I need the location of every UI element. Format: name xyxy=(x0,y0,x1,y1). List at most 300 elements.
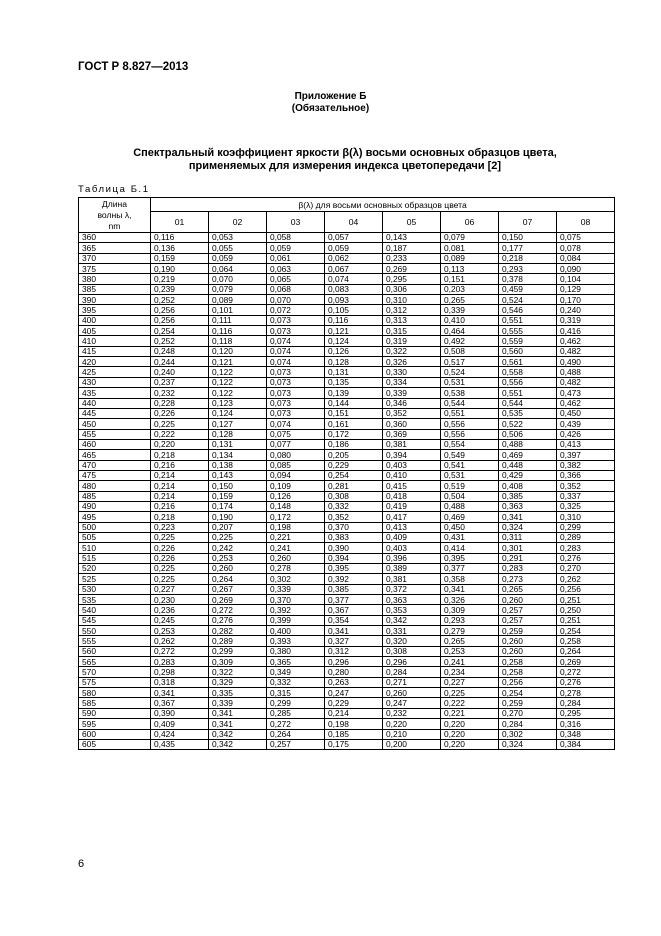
beta-value-cell: 0,244 xyxy=(151,357,209,367)
beta-value-cell: 0,239 xyxy=(151,284,209,294)
table-row xyxy=(79,336,615,346)
wavelength-header-line-3: nm xyxy=(108,220,121,231)
wavelength-cell: 425 xyxy=(79,367,151,377)
beta-value-cell: 0,353 xyxy=(383,605,441,615)
beta-value-cell: 0,159 xyxy=(151,253,209,263)
beta-value-cell: 0,392 xyxy=(267,605,325,615)
beta-value-cell: 0,150 xyxy=(499,233,557,243)
wavelength-cell: 420 xyxy=(79,357,151,367)
table-row xyxy=(79,584,615,594)
spectral-data-table xyxy=(78,197,615,750)
beta-value-cell: 0,544 xyxy=(499,398,557,408)
wavelength-cell: 465 xyxy=(79,450,151,460)
beta-value-cell: 0,198 xyxy=(267,522,325,532)
beta-value-cell: 0,122 xyxy=(209,367,267,377)
beta-value-cell: 0,554 xyxy=(441,439,499,449)
beta-value-cell: 0,129 xyxy=(557,284,615,294)
beta-value-cell: 0,414 xyxy=(441,543,499,553)
beta-value-cell: 0,390 xyxy=(325,543,383,553)
beta-value-cell: 0,222 xyxy=(151,429,209,439)
beta-value-cell: 0,256 xyxy=(151,305,209,315)
table-row xyxy=(79,408,615,418)
beta-value-cell: 0,078 xyxy=(557,243,615,253)
table-row xyxy=(79,532,615,542)
wavelength-cell: 455 xyxy=(79,429,151,439)
beta-value-cell: 0,257 xyxy=(499,615,557,625)
beta-value-cell: 0,296 xyxy=(383,657,441,667)
beta-value-cell: 0,252 xyxy=(151,336,209,346)
beta-value-cell: 0,253 xyxy=(441,646,499,656)
beta-value-cell: 0,299 xyxy=(267,698,325,708)
table-row xyxy=(79,574,615,584)
beta-value-cell: 0,245 xyxy=(151,615,209,625)
beta-value-cell: 0,134 xyxy=(209,450,267,460)
beta-value-cell: 0,382 xyxy=(557,460,615,470)
wavelength-cell: 470 xyxy=(79,460,151,470)
beta-value-cell: 0,126 xyxy=(325,346,383,356)
beta-value-cell: 0,222 xyxy=(441,698,499,708)
beta-value-cell: 0,504 xyxy=(441,491,499,501)
beta-value-cell: 0,073 xyxy=(267,315,325,325)
beta-value-cell: 0,258 xyxy=(499,657,557,667)
beta-value-cell: 0,220 xyxy=(441,729,499,739)
beta-value-cell: 0,309 xyxy=(441,605,499,615)
beta-value-cell: 0,226 xyxy=(151,408,209,418)
page-number: 6 xyxy=(78,858,85,870)
beta-value-cell: 0,370 xyxy=(325,522,383,532)
beta-value-cell: 0,198 xyxy=(325,719,383,729)
wavelength-header-line-1: Длина xyxy=(101,198,128,209)
beta-value-cell: 0,329 xyxy=(209,677,267,687)
table-row xyxy=(79,729,615,739)
beta-value-cell: 0,363 xyxy=(383,595,441,605)
table-row xyxy=(79,419,615,429)
table-row xyxy=(79,512,615,522)
beta-value-cell: 0,337 xyxy=(557,491,615,501)
beta-value-cell: 0,378 xyxy=(499,274,557,284)
beta-value-cell: 0,397 xyxy=(557,450,615,460)
beta-value-cell: 0,085 xyxy=(267,460,325,470)
beta-value-cell: 0,122 xyxy=(209,388,267,398)
beta-value-cell: 0,280 xyxy=(325,667,383,677)
beta-value-cell: 0,400 xyxy=(267,626,325,636)
table-row xyxy=(79,615,615,625)
table-row xyxy=(79,667,615,677)
beta-value-cell: 0,311 xyxy=(499,532,557,542)
beta-value-cell: 0,074 xyxy=(267,419,325,429)
beta-value-cell: 0,339 xyxy=(383,388,441,398)
beta-value-cell: 0,254 xyxy=(151,326,209,336)
beta-value-cell: 0,075 xyxy=(557,233,615,243)
beta-value-cell: 0,116 xyxy=(325,315,383,325)
beta-value-cell: 0,214 xyxy=(325,708,383,718)
table-row xyxy=(79,626,615,636)
wavelength-cell: 550 xyxy=(79,626,151,636)
wavelength-cell: 525 xyxy=(79,574,151,584)
beta-value-cell: 0,177 xyxy=(499,243,557,253)
beta-value-cell: 0,260 xyxy=(383,688,441,698)
beta-value-cell: 0,258 xyxy=(557,636,615,646)
wavelength-cell: 560 xyxy=(79,646,151,656)
beta-value-cell: 0,415 xyxy=(383,481,441,491)
beta-value-cell: 0,253 xyxy=(151,626,209,636)
sample-header-05: 05 xyxy=(383,212,441,233)
table-row xyxy=(79,295,615,305)
beta-value-cell: 0,469 xyxy=(441,512,499,522)
beta-value-cell: 0,126 xyxy=(267,491,325,501)
table-row xyxy=(79,739,615,749)
beta-value-cell: 0,367 xyxy=(151,698,209,708)
beta-value-cell: 0,322 xyxy=(209,667,267,677)
table-row xyxy=(79,346,615,356)
beta-value-cell: 0,283 xyxy=(557,543,615,553)
beta-value-cell: 0,214 xyxy=(151,470,209,480)
beta-value-cell: 0,260 xyxy=(209,564,267,574)
beta-value-cell: 0,216 xyxy=(151,501,209,511)
beta-value-cell: 0,306 xyxy=(383,284,441,294)
beta-value-cell: 0,381 xyxy=(383,439,441,449)
beta-value-cell: 0,325 xyxy=(557,501,615,511)
beta-value-cell: 0,120 xyxy=(209,346,267,356)
beta-value-cell: 0,234 xyxy=(441,667,499,677)
beta-value-cell: 0,426 xyxy=(557,429,615,439)
sample-header-07: 07 xyxy=(499,212,557,233)
beta-value-cell: 0,247 xyxy=(325,688,383,698)
beta-value-cell: 0,220 xyxy=(151,439,209,449)
wavelength-cell: 485 xyxy=(79,491,151,501)
beta-value-cell: 0,205 xyxy=(325,450,383,460)
beta-value-cell: 0,074 xyxy=(325,274,383,284)
beta-value-cell: 0,269 xyxy=(383,264,441,274)
beta-value-cell: 0,254 xyxy=(499,688,557,698)
beta-value-cell: 0,143 xyxy=(383,233,441,243)
beta-value-cell: 0,558 xyxy=(499,367,557,377)
beta-value-cell: 0,151 xyxy=(325,408,383,418)
beta-value-cell: 0,262 xyxy=(557,574,615,584)
beta-value-cell: 0,214 xyxy=(151,481,209,491)
beta-value-cell: 0,074 xyxy=(267,357,325,367)
beta-value-cell: 0,462 xyxy=(557,336,615,346)
beta-value-cell: 0,392 xyxy=(325,574,383,584)
wavelength-cell: 595 xyxy=(79,719,151,729)
beta-value-cell: 0,122 xyxy=(209,377,267,387)
beta-value-cell: 0,218 xyxy=(151,450,209,460)
beta-value-cell: 0,283 xyxy=(151,657,209,667)
beta-value-cell: 0,262 xyxy=(151,636,209,646)
beta-value-cell: 0,410 xyxy=(441,315,499,325)
beta-value-cell: 0,492 xyxy=(441,336,499,346)
beta-value-cell: 0,089 xyxy=(441,253,499,263)
table-row xyxy=(79,253,615,263)
wavelength-cell: 600 xyxy=(79,729,151,739)
beta-value-cell: 0,083 xyxy=(325,284,383,294)
beta-value-cell: 0,067 xyxy=(325,264,383,274)
wavelength-cell: 440 xyxy=(79,398,151,408)
beta-value-cell: 0,248 xyxy=(151,346,209,356)
table-row xyxy=(79,470,615,480)
wavelength-cell: 405 xyxy=(79,326,151,336)
beta-value-cell: 0,278 xyxy=(557,688,615,698)
beta-value-cell: 0,116 xyxy=(209,326,267,336)
table-row xyxy=(79,564,615,574)
beta-value-cell: 0,341 xyxy=(499,512,557,522)
beta-value-cell: 0,312 xyxy=(383,305,441,315)
beta-value-cell: 0,093 xyxy=(325,295,383,305)
beta-value-cell: 0,252 xyxy=(151,295,209,305)
beta-value-cell: 0,332 xyxy=(325,501,383,511)
annex-title: Приложение Б xyxy=(294,91,367,102)
beta-value-cell: 0,393 xyxy=(267,636,325,646)
table-row xyxy=(79,429,615,439)
beta-value-cell: 0,448 xyxy=(499,460,557,470)
sample-header-06: 06 xyxy=(441,212,499,233)
beta-value-cell: 0,207 xyxy=(209,522,267,532)
beta-value-cell: 0,259 xyxy=(499,626,557,636)
beta-value-cell: 0,264 xyxy=(209,574,267,584)
beta-value-cell: 0,225 xyxy=(151,574,209,584)
beta-value-cell: 0,272 xyxy=(267,719,325,729)
table-row xyxy=(79,274,615,284)
beta-value-cell: 0,226 xyxy=(151,553,209,563)
beta-value-cell: 0,324 xyxy=(499,522,557,532)
beta-value-cell: 0,482 xyxy=(557,377,615,387)
wavelength-cell: 545 xyxy=(79,615,151,625)
beta-value-cell: 0,073 xyxy=(267,398,325,408)
wavelength-cell: 450 xyxy=(79,419,151,429)
beta-value-cell: 0,241 xyxy=(267,543,325,553)
beta-value-cell: 0,538 xyxy=(441,388,499,398)
beta-value-cell: 0,309 xyxy=(209,657,267,667)
beta-value-cell: 0,383 xyxy=(325,532,383,542)
beta-value-cell: 0,219 xyxy=(151,274,209,284)
beta-value-cell: 0,524 xyxy=(441,367,499,377)
beta-value-cell: 0,424 xyxy=(151,729,209,739)
wavelength-cell: 510 xyxy=(79,543,151,553)
beta-value-cell: 0,233 xyxy=(383,253,441,263)
beta-value-cell: 0,105 xyxy=(325,305,383,315)
beta-value-cell: 0,073 xyxy=(267,388,325,398)
beta-value-cell: 0,079 xyxy=(441,233,499,243)
wavelength-cell: 605 xyxy=(79,739,151,749)
beta-value-cell: 0,335 xyxy=(209,688,267,698)
beta-value-cell: 0,535 xyxy=(499,408,557,418)
table-row xyxy=(79,553,615,563)
beta-value-cell: 0,302 xyxy=(499,729,557,739)
beta-value-cell: 0,318 xyxy=(151,677,209,687)
beta-value-cell: 0,228 xyxy=(151,398,209,408)
beta-value-cell: 0,541 xyxy=(441,460,499,470)
table-row xyxy=(79,646,615,656)
beta-value-cell: 0,291 xyxy=(499,553,557,563)
beta-value-cell: 0,190 xyxy=(151,264,209,274)
table-row xyxy=(79,357,615,367)
annex-status: (Обязательное) xyxy=(291,103,370,114)
beta-value-cell: 0,225 xyxy=(151,419,209,429)
table-row xyxy=(79,284,615,294)
beta-value-cell: 0,240 xyxy=(557,305,615,315)
beta-value-cell: 0,143 xyxy=(209,470,267,480)
beta-value-cell: 0,138 xyxy=(209,460,267,470)
table-row xyxy=(79,605,615,615)
wavelength-cell: 490 xyxy=(79,501,151,511)
beta-value-cell: 0,399 xyxy=(267,615,325,625)
beta-value-cell: 0,187 xyxy=(383,243,441,253)
beta-value-cell: 0,551 xyxy=(499,315,557,325)
beta-value-cell: 0,279 xyxy=(441,626,499,636)
beta-value-cell: 0,273 xyxy=(499,574,557,584)
beta-value-cell: 0,264 xyxy=(267,729,325,739)
beta-value-cell: 0,326 xyxy=(383,357,441,367)
beta-value-cell: 0,395 xyxy=(441,553,499,563)
table-row xyxy=(79,450,615,460)
sample-header-04: 04 xyxy=(325,212,383,233)
beta-value-cell: 0,256 xyxy=(499,677,557,687)
beta-value-cell: 0,360 xyxy=(383,419,441,429)
beta-value-cell: 0,283 xyxy=(499,564,557,574)
beta-value-cell: 0,464 xyxy=(441,326,499,336)
beta-value-cell: 0,135 xyxy=(325,377,383,387)
beta-value-cell: 0,377 xyxy=(325,595,383,605)
beta-value-cell: 0,322 xyxy=(383,346,441,356)
beta-value-cell: 0,216 xyxy=(151,460,209,470)
beta-value-cell: 0,139 xyxy=(325,388,383,398)
beta-value-cell: 0,384 xyxy=(557,739,615,749)
beta-value-cell: 0,075 xyxy=(267,429,325,439)
beta-value-cell: 0,227 xyxy=(441,677,499,687)
beta-value-cell: 0,295 xyxy=(557,708,615,718)
beta-value-cell: 0,059 xyxy=(209,253,267,263)
beta-value-cell: 0,055 xyxy=(209,243,267,253)
beta-value-cell: 0,319 xyxy=(383,336,441,346)
beta-value-cell: 0,232 xyxy=(383,708,441,718)
beta-group-header: β(λ) для восьми основных образцов цвета xyxy=(151,198,615,212)
beta-value-cell: 0,450 xyxy=(441,522,499,532)
wavelength-cell: 520 xyxy=(79,564,151,574)
beta-value-cell: 0,077 xyxy=(267,439,325,449)
table-row xyxy=(79,439,615,449)
beta-value-cell: 0,341 xyxy=(441,584,499,594)
beta-value-cell: 0,556 xyxy=(499,377,557,387)
beta-value-cell: 0,236 xyxy=(151,605,209,615)
beta-value-cell: 0,488 xyxy=(499,439,557,449)
beta-value-cell: 0,272 xyxy=(209,605,267,615)
wavelength-cell: 415 xyxy=(79,346,151,356)
beta-value-cell: 0,260 xyxy=(267,553,325,563)
beta-value-cell: 0,227 xyxy=(151,584,209,594)
wavelength-cell: 530 xyxy=(79,584,151,594)
beta-value-cell: 0,259 xyxy=(499,698,557,708)
beta-value-cell: 0,341 xyxy=(209,708,267,718)
beta-value-cell: 0,488 xyxy=(557,367,615,377)
beta-value-cell: 0,299 xyxy=(557,522,615,532)
table-row xyxy=(79,398,615,408)
beta-value-cell: 0,214 xyxy=(151,491,209,501)
beta-value-cell: 0,218 xyxy=(151,512,209,522)
beta-value-cell: 0,074 xyxy=(267,336,325,346)
beta-value-cell: 0,131 xyxy=(209,439,267,449)
wavelength-cell: 380 xyxy=(79,274,151,284)
beta-value-cell: 0,065 xyxy=(267,274,325,284)
beta-value-cell: 0,358 xyxy=(441,574,499,584)
beta-value-cell: 0,240 xyxy=(151,367,209,377)
beta-value-cell: 0,229 xyxy=(325,460,383,470)
beta-value-cell: 0,256 xyxy=(151,315,209,325)
beta-value-cell: 0,079 xyxy=(209,284,267,294)
beta-value-cell: 0,090 xyxy=(557,264,615,274)
beta-value-cell: 0,058 xyxy=(267,233,325,243)
beta-value-cell: 0,341 xyxy=(151,688,209,698)
beta-value-cell: 0,319 xyxy=(557,315,615,325)
beta-value-cell: 0,070 xyxy=(209,274,267,284)
sample-header-01: 01 xyxy=(151,212,209,233)
beta-value-cell: 0,094 xyxy=(267,470,325,480)
beta-value-cell: 0,389 xyxy=(383,564,441,574)
beta-value-cell: 0,161 xyxy=(325,419,383,429)
wavelength-cell: 360 xyxy=(79,233,151,243)
beta-value-cell: 0,278 xyxy=(267,564,325,574)
table-row xyxy=(79,543,615,553)
wavelength-cell: 445 xyxy=(79,408,151,418)
beta-value-cell: 0,237 xyxy=(151,377,209,387)
beta-value-cell: 0,203 xyxy=(441,284,499,294)
beta-value-cell: 0,339 xyxy=(267,584,325,594)
table-row xyxy=(79,595,615,605)
beta-value-cell: 0,488 xyxy=(441,501,499,511)
table-row xyxy=(79,315,615,325)
wavelength-cell: 365 xyxy=(79,243,151,253)
beta-value-cell: 0,301 xyxy=(499,543,557,553)
beta-value-cell: 0,519 xyxy=(441,481,499,491)
beta-value-cell: 0,385 xyxy=(499,491,557,501)
beta-value-cell: 0,276 xyxy=(557,677,615,687)
beta-value-cell: 0,313 xyxy=(383,315,441,325)
beta-value-cell: 0,312 xyxy=(325,646,383,656)
beta-value-cell: 0,341 xyxy=(325,626,383,636)
beta-value-cell: 0,053 xyxy=(209,233,267,243)
table-row xyxy=(79,481,615,491)
beta-value-cell: 0,348 xyxy=(557,729,615,739)
beta-value-cell: 0,551 xyxy=(499,388,557,398)
beta-value-cell: 0,113 xyxy=(441,264,499,274)
wavelength-header-line-2: волны λ, xyxy=(97,209,132,220)
beta-value-cell: 0,293 xyxy=(441,615,499,625)
beta-value-cell: 0,148 xyxy=(267,501,325,511)
sample-header-08: 08 xyxy=(557,212,615,233)
beta-value-cell: 0,546 xyxy=(499,305,557,315)
beta-value-cell: 0,327 xyxy=(325,636,383,646)
beta-value-cell: 0,285 xyxy=(267,708,325,718)
beta-value-cell: 0,289 xyxy=(209,636,267,646)
beta-value-cell: 0,124 xyxy=(209,408,267,418)
beta-value-cell: 0,170 xyxy=(557,295,615,305)
wavelength-cell: 410 xyxy=(79,336,151,346)
beta-value-cell: 0,282 xyxy=(209,626,267,636)
beta-value-cell: 0,270 xyxy=(499,708,557,718)
table-row xyxy=(79,264,615,274)
beta-value-cell: 0,561 xyxy=(499,357,557,367)
table-row xyxy=(79,708,615,718)
beta-value-cell: 0,220 xyxy=(441,719,499,729)
document-header: ГОСТ Р 8.827—2013 xyxy=(78,61,189,73)
beta-value-cell: 0,299 xyxy=(209,646,267,656)
beta-value-cell: 0,175 xyxy=(325,739,383,749)
wavelength-cell: 495 xyxy=(79,512,151,522)
beta-value-cell: 0,370 xyxy=(267,595,325,605)
beta-value-cell: 0,394 xyxy=(383,450,441,460)
beta-value-cell: 0,128 xyxy=(325,357,383,367)
beta-value-cell: 0,089 xyxy=(209,295,267,305)
beta-value-cell: 0,508 xyxy=(441,346,499,356)
